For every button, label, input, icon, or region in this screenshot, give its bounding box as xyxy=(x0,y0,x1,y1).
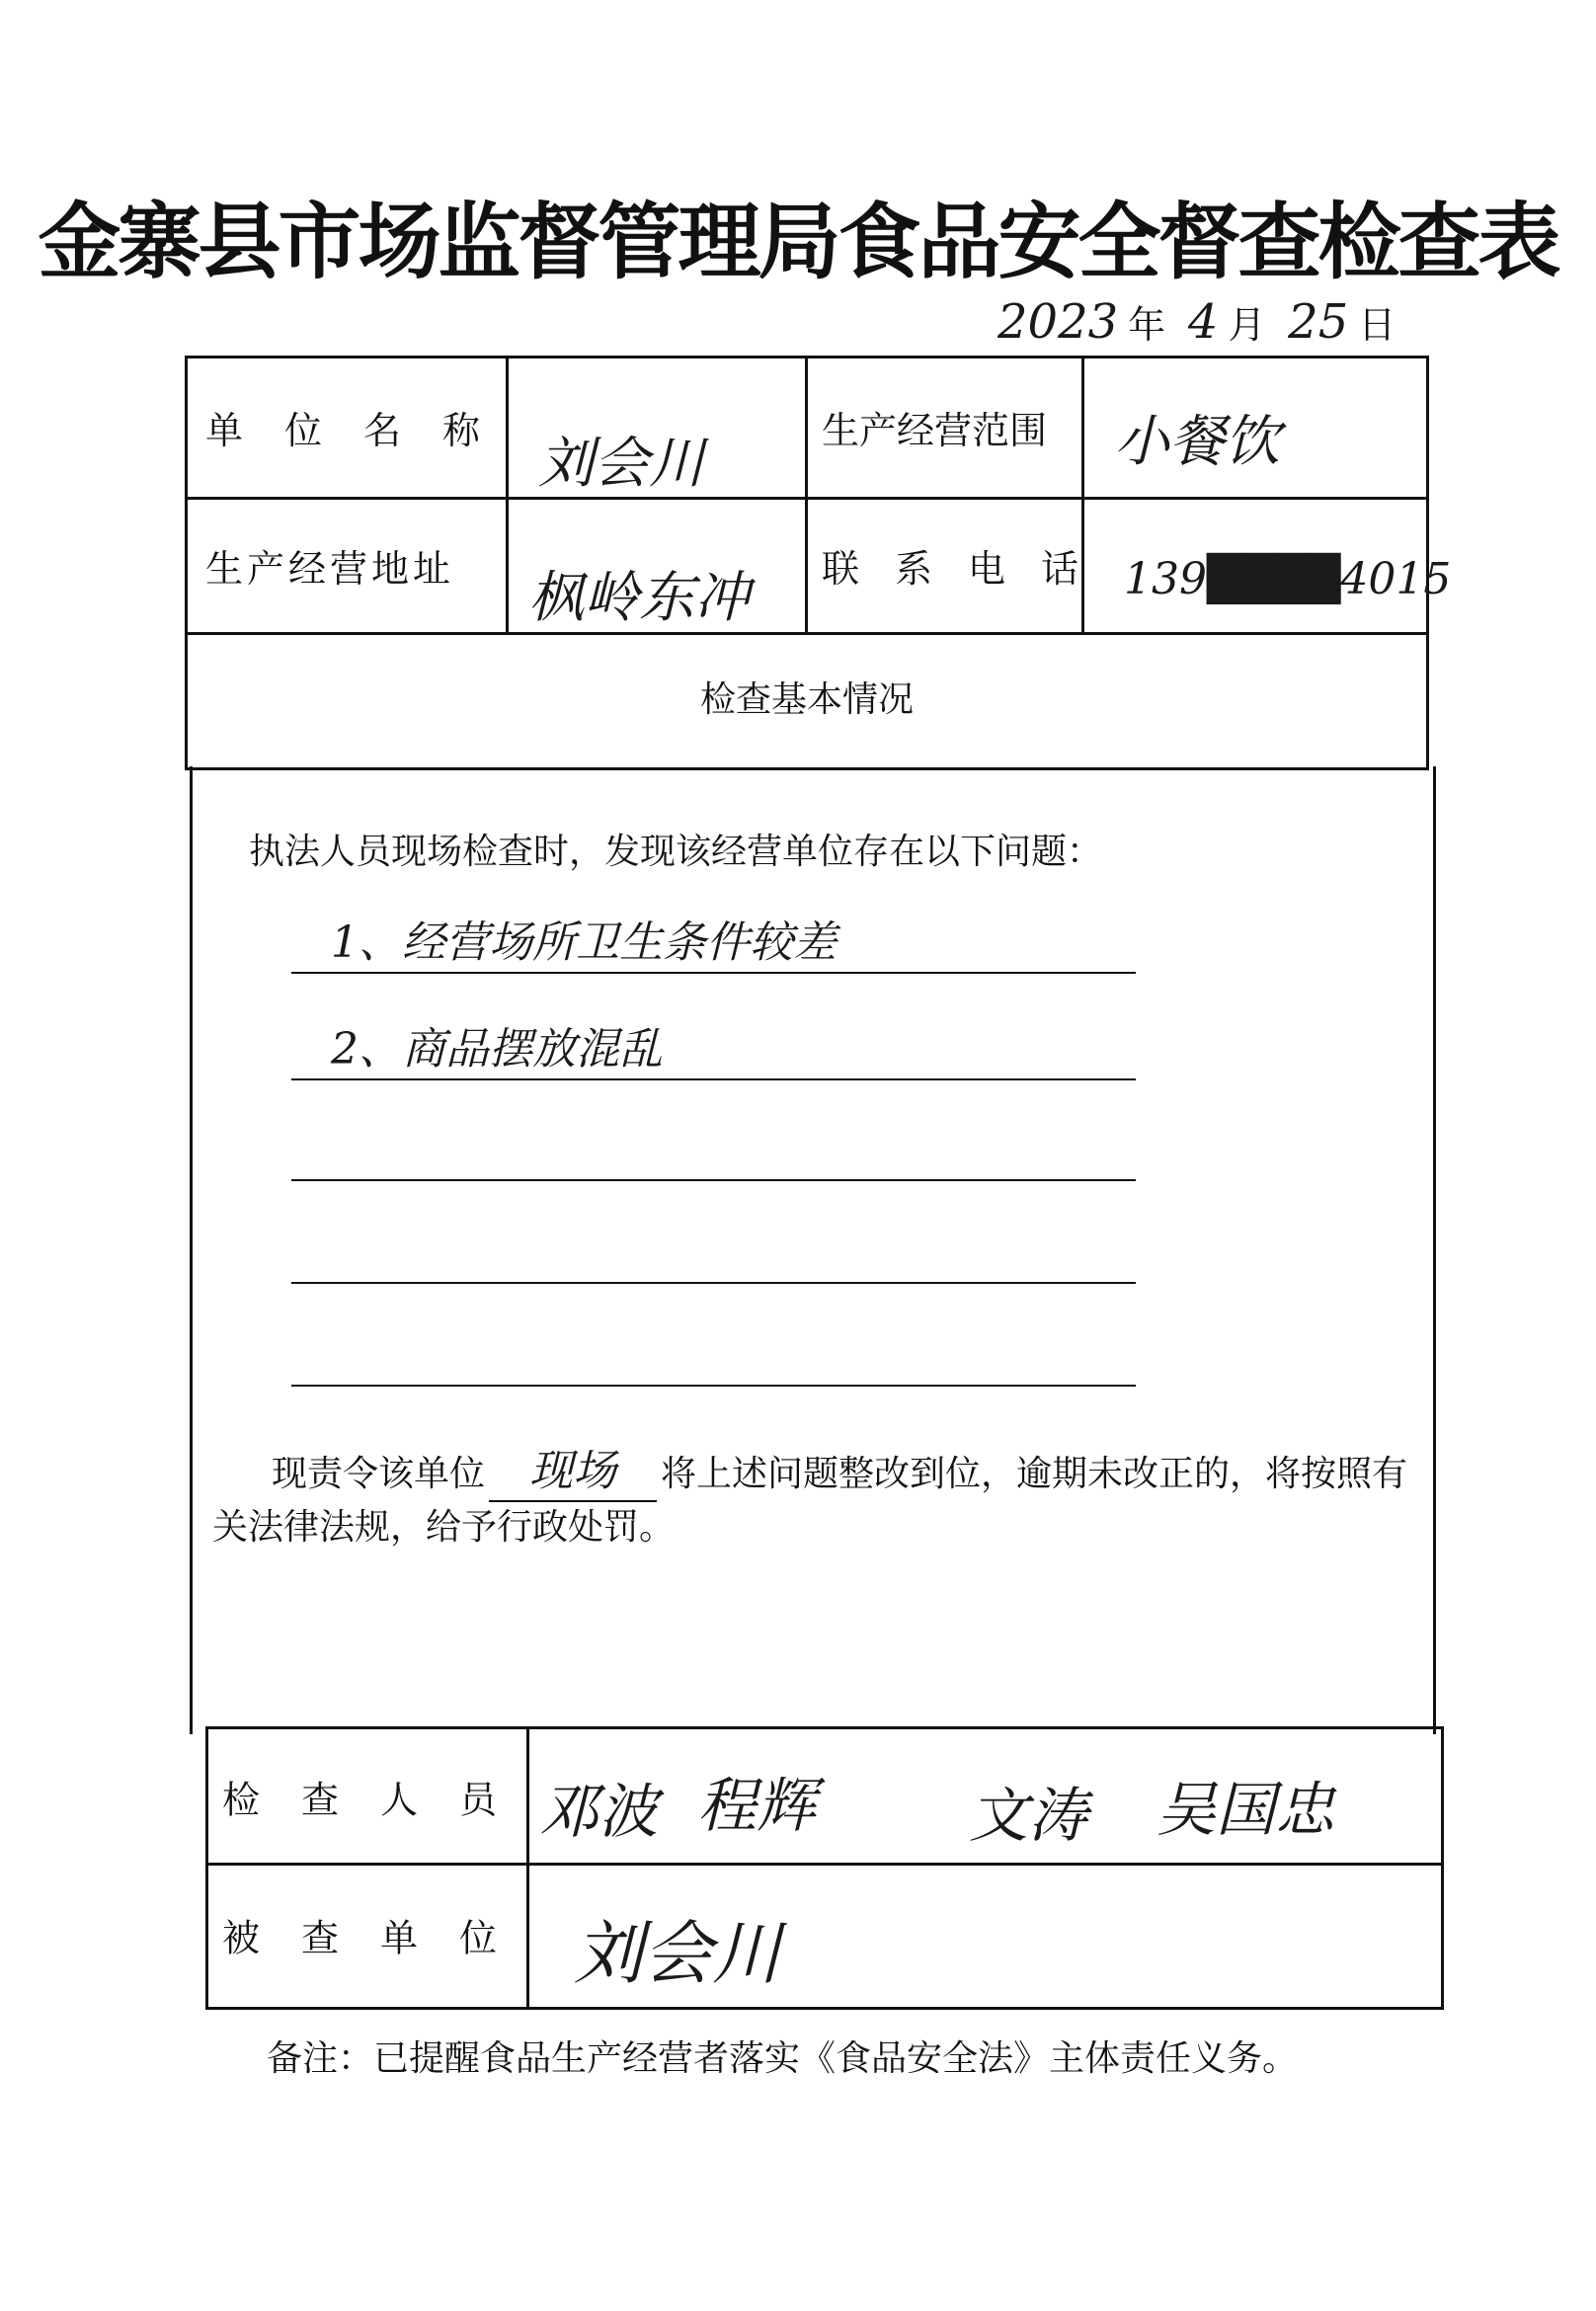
inspected-label: 被查单位 xyxy=(222,1916,539,1960)
unit-name-value-cell xyxy=(509,359,808,497)
unit-name-label: 单位名称 xyxy=(205,409,522,452)
finding-line-3 xyxy=(291,1179,1136,1181)
inspector-signature-1: 邓波 xyxy=(539,1778,658,1847)
inspected-label-cell xyxy=(208,1863,539,2007)
info-row-2 xyxy=(188,497,1452,635)
address-label: 生产经营地址 xyxy=(205,547,455,591)
unit-name-label-cell xyxy=(188,359,522,497)
finding-line-1 xyxy=(291,917,1136,974)
signature-table xyxy=(205,1726,1444,2010)
inspector-signature-3: 文涛 xyxy=(969,1782,1087,1851)
address-value: 枫岭东冲 xyxy=(528,566,750,630)
date-month-unit: 月 xyxy=(1228,303,1266,347)
address-value-cell xyxy=(509,497,808,632)
finding-line-5 xyxy=(291,1385,1136,1387)
findings-box xyxy=(190,766,1436,1734)
inspector-signature-2: 程辉 xyxy=(697,1772,816,1841)
scope-label-cell xyxy=(808,359,1084,497)
date-day-unit: 日 xyxy=(1358,303,1396,347)
inspectors-label: 检查人员 xyxy=(222,1778,539,1821)
phone-label: 联系电话 xyxy=(822,547,1115,591)
date-year: 2023 xyxy=(998,294,1119,350)
section-heading: 检查基本情况 xyxy=(699,679,914,720)
phone-value-cell xyxy=(1084,497,1452,632)
address-label-cell xyxy=(188,497,509,632)
inspected-signature: 刘会川 xyxy=(574,1913,781,1994)
order-text-before: 现责令该单位 xyxy=(272,1454,486,1494)
inspectors-row xyxy=(208,1729,1441,1866)
finding-line-4 xyxy=(291,1282,1136,1284)
info-row-1 xyxy=(188,359,1426,500)
finding-item-1: 1、经营场所卫生条件较差 xyxy=(331,917,837,968)
order-deadline-value: 现场 xyxy=(529,1446,617,1496)
scope-label: 生产经营范围 xyxy=(822,409,1048,452)
inspectors-label-cell xyxy=(208,1729,539,1863)
inspector-signature-4: 吴国忠 xyxy=(1157,1776,1334,1845)
unit-name-value: 刘会川 xyxy=(538,432,704,496)
inspected-row xyxy=(208,1863,1441,2007)
info-table xyxy=(185,356,1452,770)
finding-item-2: 2、商品摆放混乱 xyxy=(331,1024,663,1075)
order-text-after: 将上述问题整改到位，逾期未改正的，将按照有关法律法规，给予行政处罚。 xyxy=(212,1454,1408,1548)
scope-value-cell xyxy=(1084,359,1426,497)
date-line xyxy=(998,294,1405,354)
order-deadline-field xyxy=(489,1446,657,1502)
date-month: 4 xyxy=(1187,294,1219,350)
phone-value: 139████4015 xyxy=(1124,554,1452,604)
correction-order xyxy=(212,1446,1412,1554)
date-year-unit: 年 xyxy=(1128,303,1166,347)
phone-label-cell xyxy=(808,497,1115,632)
date-day: 25 xyxy=(1288,294,1349,350)
finding-line-2 xyxy=(291,1024,1136,1080)
findings-lead-text: 执法人员现场检查时，发现该经营单位存在以下问题： xyxy=(249,832,1103,872)
scope-value: 小餐饮 xyxy=(1114,410,1280,474)
form-title: 金寨县市场监督管理局食品安全督查检查表 xyxy=(38,194,1558,290)
remark-note: 备注：已提醒食品生产经营者落实《食品安全法》主体责任义务。 xyxy=(267,2038,1299,2079)
